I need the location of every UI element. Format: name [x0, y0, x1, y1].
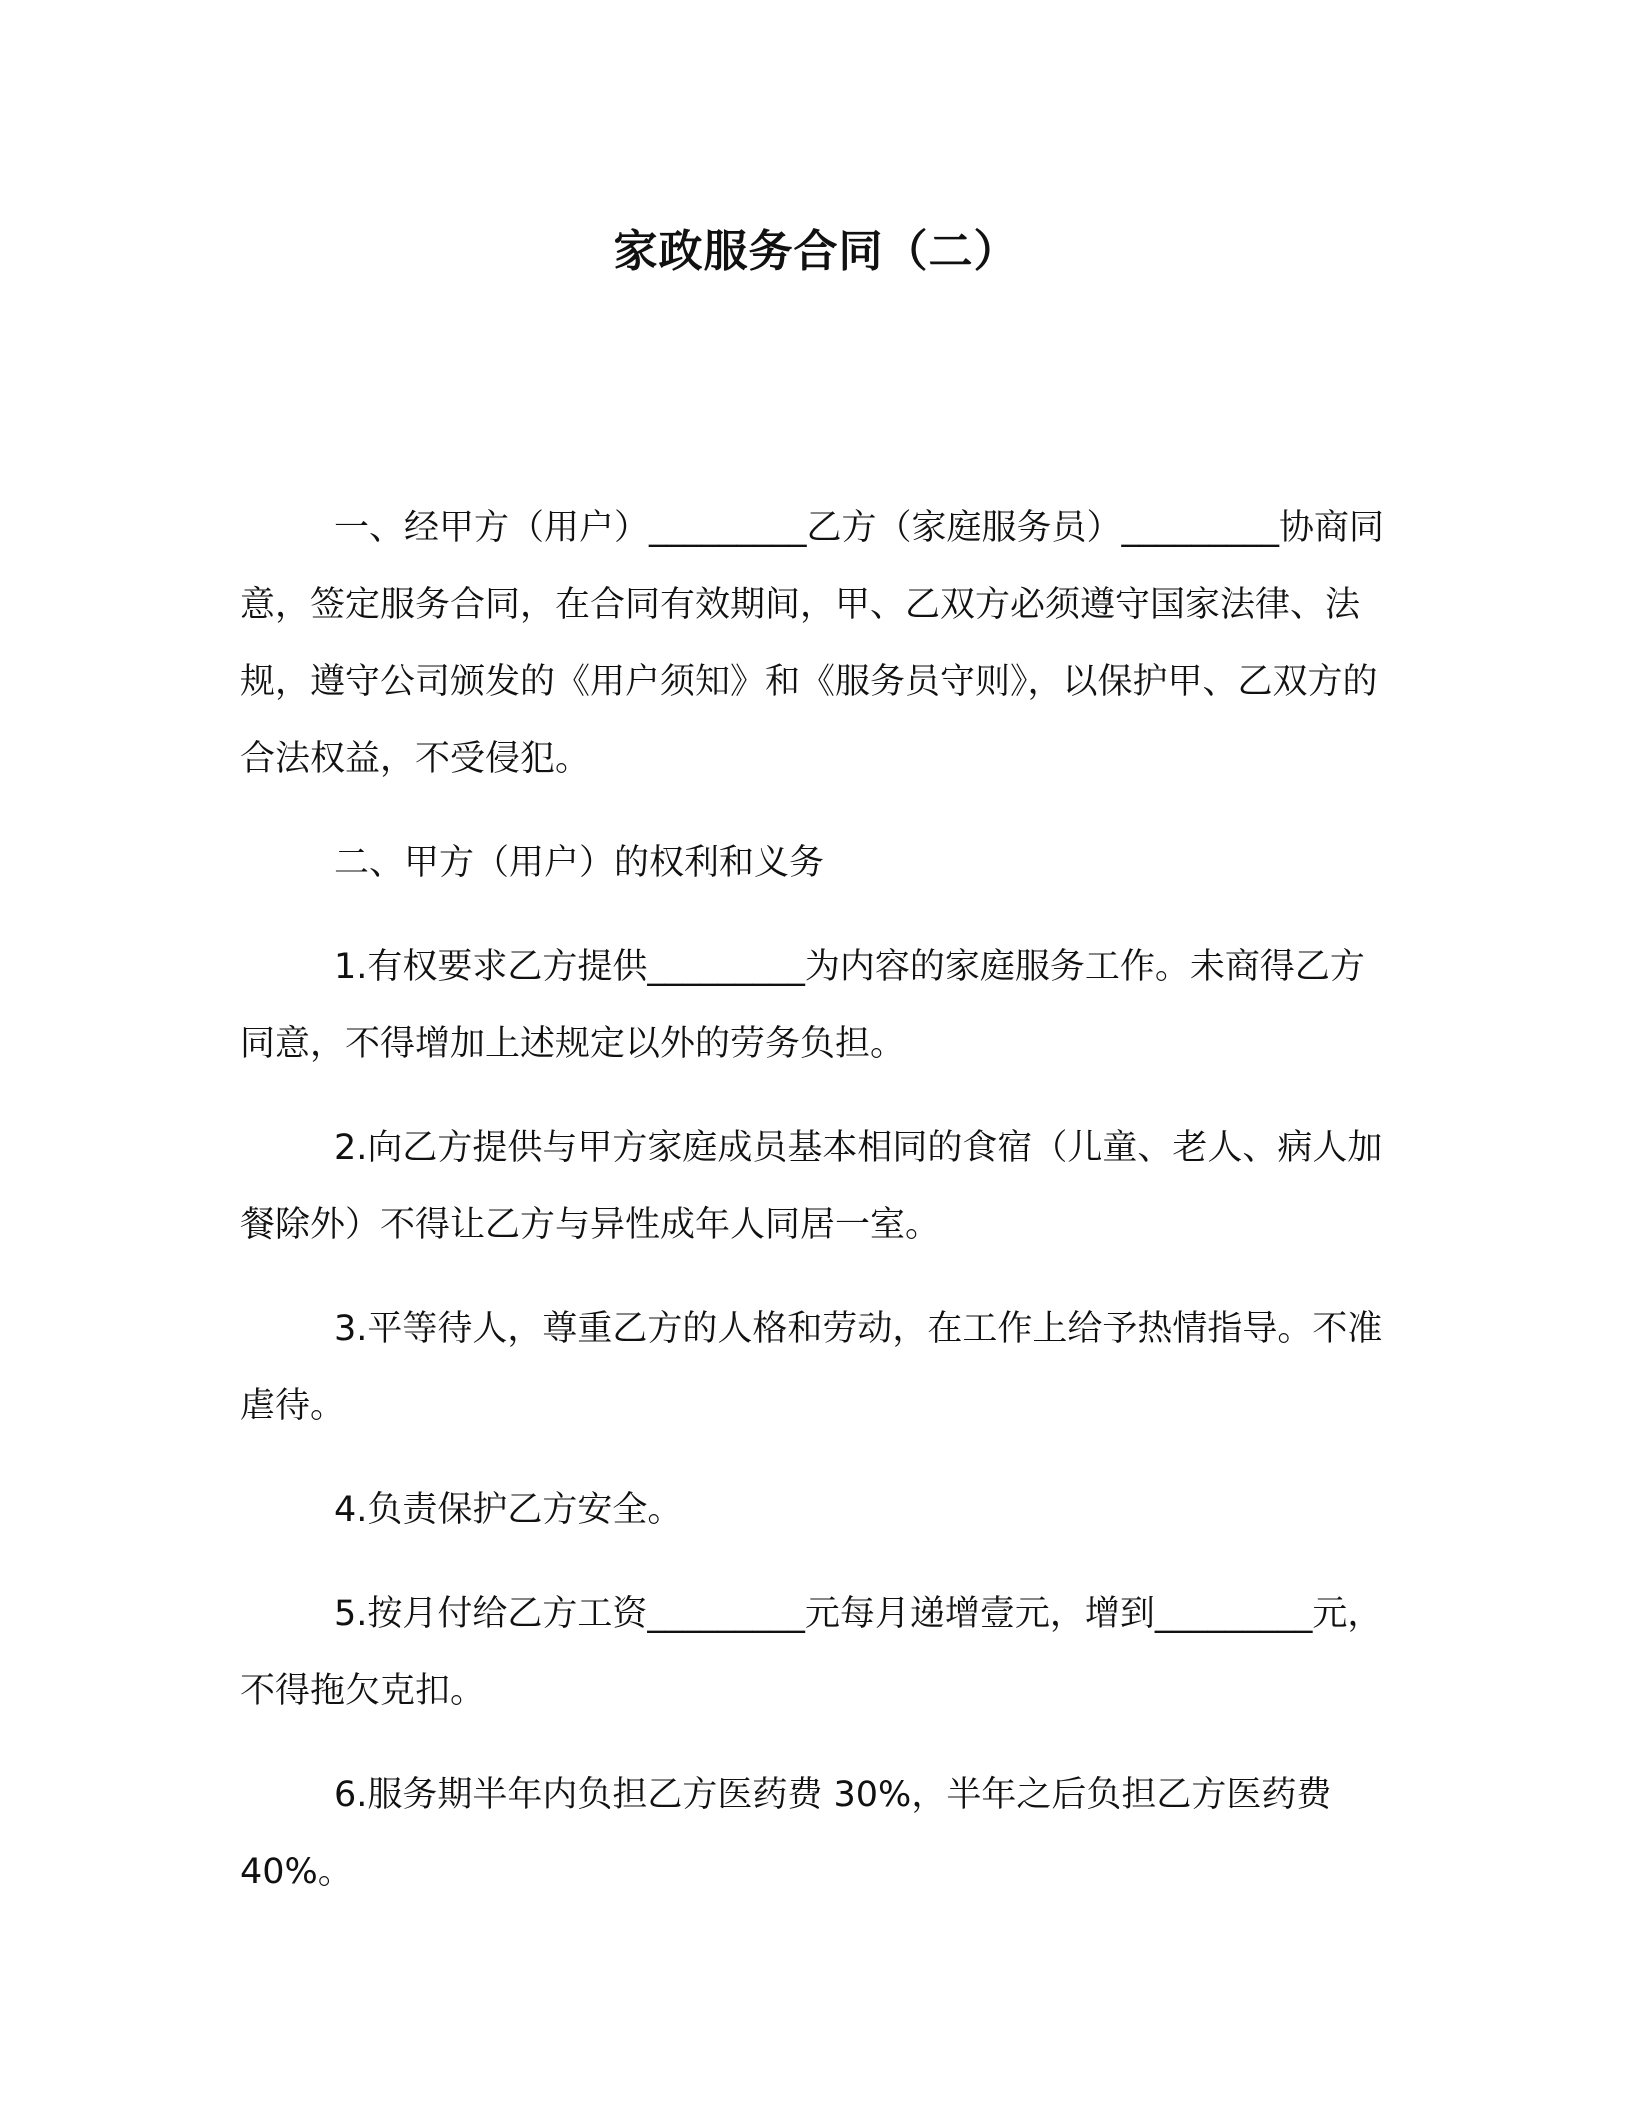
clause-1: 1.有权要求乙方提供_________为内容的家庭服务工作。未商得乙方同意，不得增加上述规定以外的劳务负担。: [240, 947, 1365, 1064]
clause-5: 5.按月付给乙方工资_________元每月递增壹元，增到_________元，不得拖欠克扣。: [240, 1594, 1383, 1711]
document-title: 家政服务合同（二）: [613, 226, 1019, 277]
clause-6: 6.服务期半年内负担乙方医药费 30%，半年之后负担乙方医药费 40%。: [240, 1775, 1332, 1892]
clause-3: 3.平等待人，尊重乙方的人格和劳动，在工作上给予热情指导。不准虐待。: [240, 1309, 1383, 1426]
clause-4: 4.负责保护乙方安全。: [334, 1490, 683, 1530]
clause-2: 2.向乙方提供与甲方家庭成员基本相同的食宿（儿童、老人、病人加餐除外）不得让乙方与异性成年人同居一室。: [240, 1128, 1383, 1245]
document-body: [240, 490, 1390, 1938]
paragraph-agreement-intro: 一、经甲方（用户）_________乙方（家庭服务员）_________协商同意，签定服务合同，在合同有效期间，甲、乙双方必须遵守国家法律、法规，遵守公司颁发的《用户须知》和《服务员守则》，以保护甲、乙双方的合法权益，不受侵犯。: [240, 508, 1385, 779]
section-heading-party-a-rights: 二、甲方（用户）的权利和义务: [334, 843, 825, 883]
